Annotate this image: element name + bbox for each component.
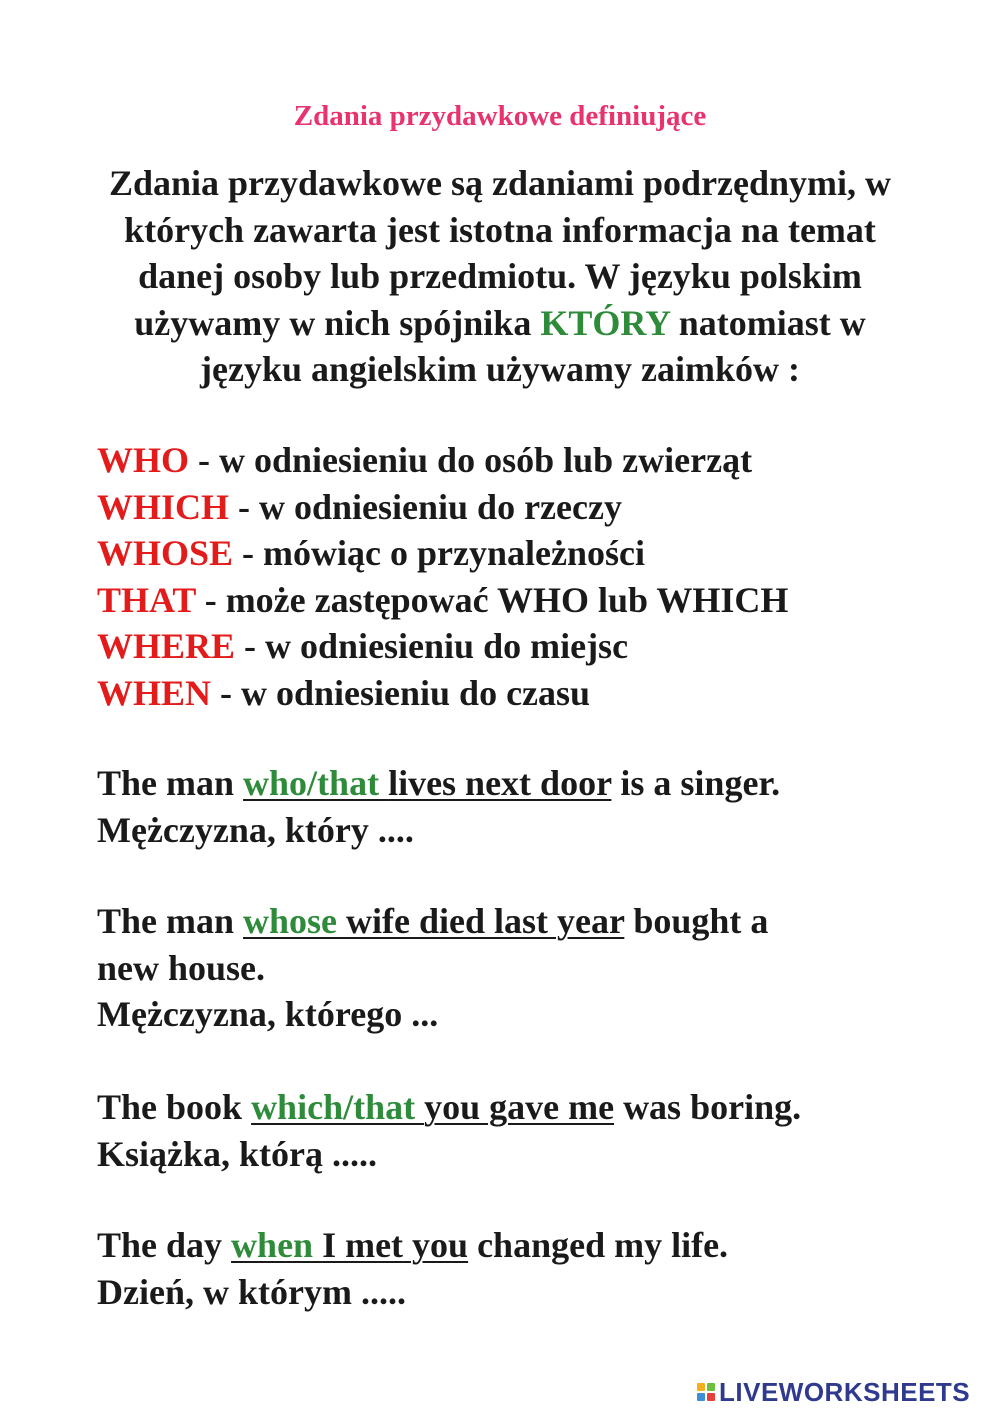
example-text: The man (97, 901, 244, 941)
pronoun-row-when (97, 670, 977, 717)
intro-text-after: natomiast w języku angielskim używamy zaimków : (200, 302, 866, 389)
pronoun-desc: - w odniesieniu do miejsc (235, 626, 629, 666)
example-pronoun: whose (243, 901, 347, 941)
example-1 (97, 760, 977, 853)
example-translation: Książka, którą ..... (97, 1133, 378, 1174)
example-sentence (97, 1222, 977, 1269)
pronoun-row-whose (97, 530, 977, 577)
example-4 (97, 1222, 977, 1315)
example-sentence (97, 1084, 977, 1131)
example-translation: Mężczyzna, którego ... (97, 994, 439, 1034)
pronoun-desc: - w odniesieniu do czasu (211, 672, 591, 713)
example-sentence (97, 898, 977, 945)
pronoun-row-where (97, 623, 977, 670)
example-sentence-continued: new house. (97, 947, 266, 988)
liveworksheets-logo-icon (697, 1383, 715, 1401)
pronoun-desc: - mówiąc o przynależności (233, 533, 645, 573)
pronoun-desc: - może zastępować WHO lub WHICH (195, 579, 789, 620)
example-translation: Mężczyzna, który .... (97, 809, 414, 850)
pronoun-word: THAT (97, 579, 196, 620)
example-pronoun: when (231, 1225, 323, 1265)
example-2 (97, 898, 977, 1038)
example-text: The day (97, 1225, 232, 1265)
pronoun-word: WHO (97, 440, 190, 480)
intro-paragraph (95, 160, 905, 393)
example-text: is a singer. (611, 763, 781, 803)
logo-text: LIVEWORKSHEETS (719, 1376, 971, 1407)
liveworksheets-logo (697, 1377, 970, 1407)
example-translation: Dzień, w którym ..... (97, 1271, 406, 1312)
example-clause: you gave me (424, 1087, 615, 1127)
pronoun-list (97, 437, 977, 716)
example-clause: wife died last year (346, 901, 625, 941)
example-text: The book (97, 1087, 252, 1127)
pronoun-desc: - w odniesieniu do osób lub zwierząt (189, 440, 753, 480)
pronoun-row-who (97, 437, 977, 484)
example-clause: lives next door (388, 763, 612, 803)
pronoun-word: WHOSE (97, 533, 234, 573)
pronoun-word: WHERE (97, 626, 236, 666)
pronoun-desc: - w odniesieniu do rzeczy (229, 486, 622, 527)
intro-highlight: KTÓRY (540, 302, 670, 343)
page-title: Zdania przydawkowe definiujące (293, 100, 707, 132)
example-clause: I met you (322, 1225, 469, 1265)
example-sentence (97, 760, 977, 807)
example-text: The man (97, 763, 244, 803)
example-text: bought a (624, 901, 769, 941)
pronoun-row-that (97, 577, 977, 624)
pronoun-row-which (97, 484, 977, 531)
intro-text-before: Zdania przydawkowe są zdaniami podrzędnymi, w których zawarta jest istotna informacja na temat danej osoby lub przedmiotu. W języku polskim używamy w nich spójnika (108, 163, 892, 343)
pronoun-word: WHICH (97, 486, 230, 527)
example-text: changed my life. (468, 1225, 729, 1265)
example-3 (97, 1084, 977, 1177)
example-text: was boring. (614, 1087, 802, 1127)
pronoun-word: WHEN (97, 672, 212, 713)
example-pronoun: which/that (251, 1087, 425, 1127)
example-pronoun: who/that (243, 763, 389, 803)
